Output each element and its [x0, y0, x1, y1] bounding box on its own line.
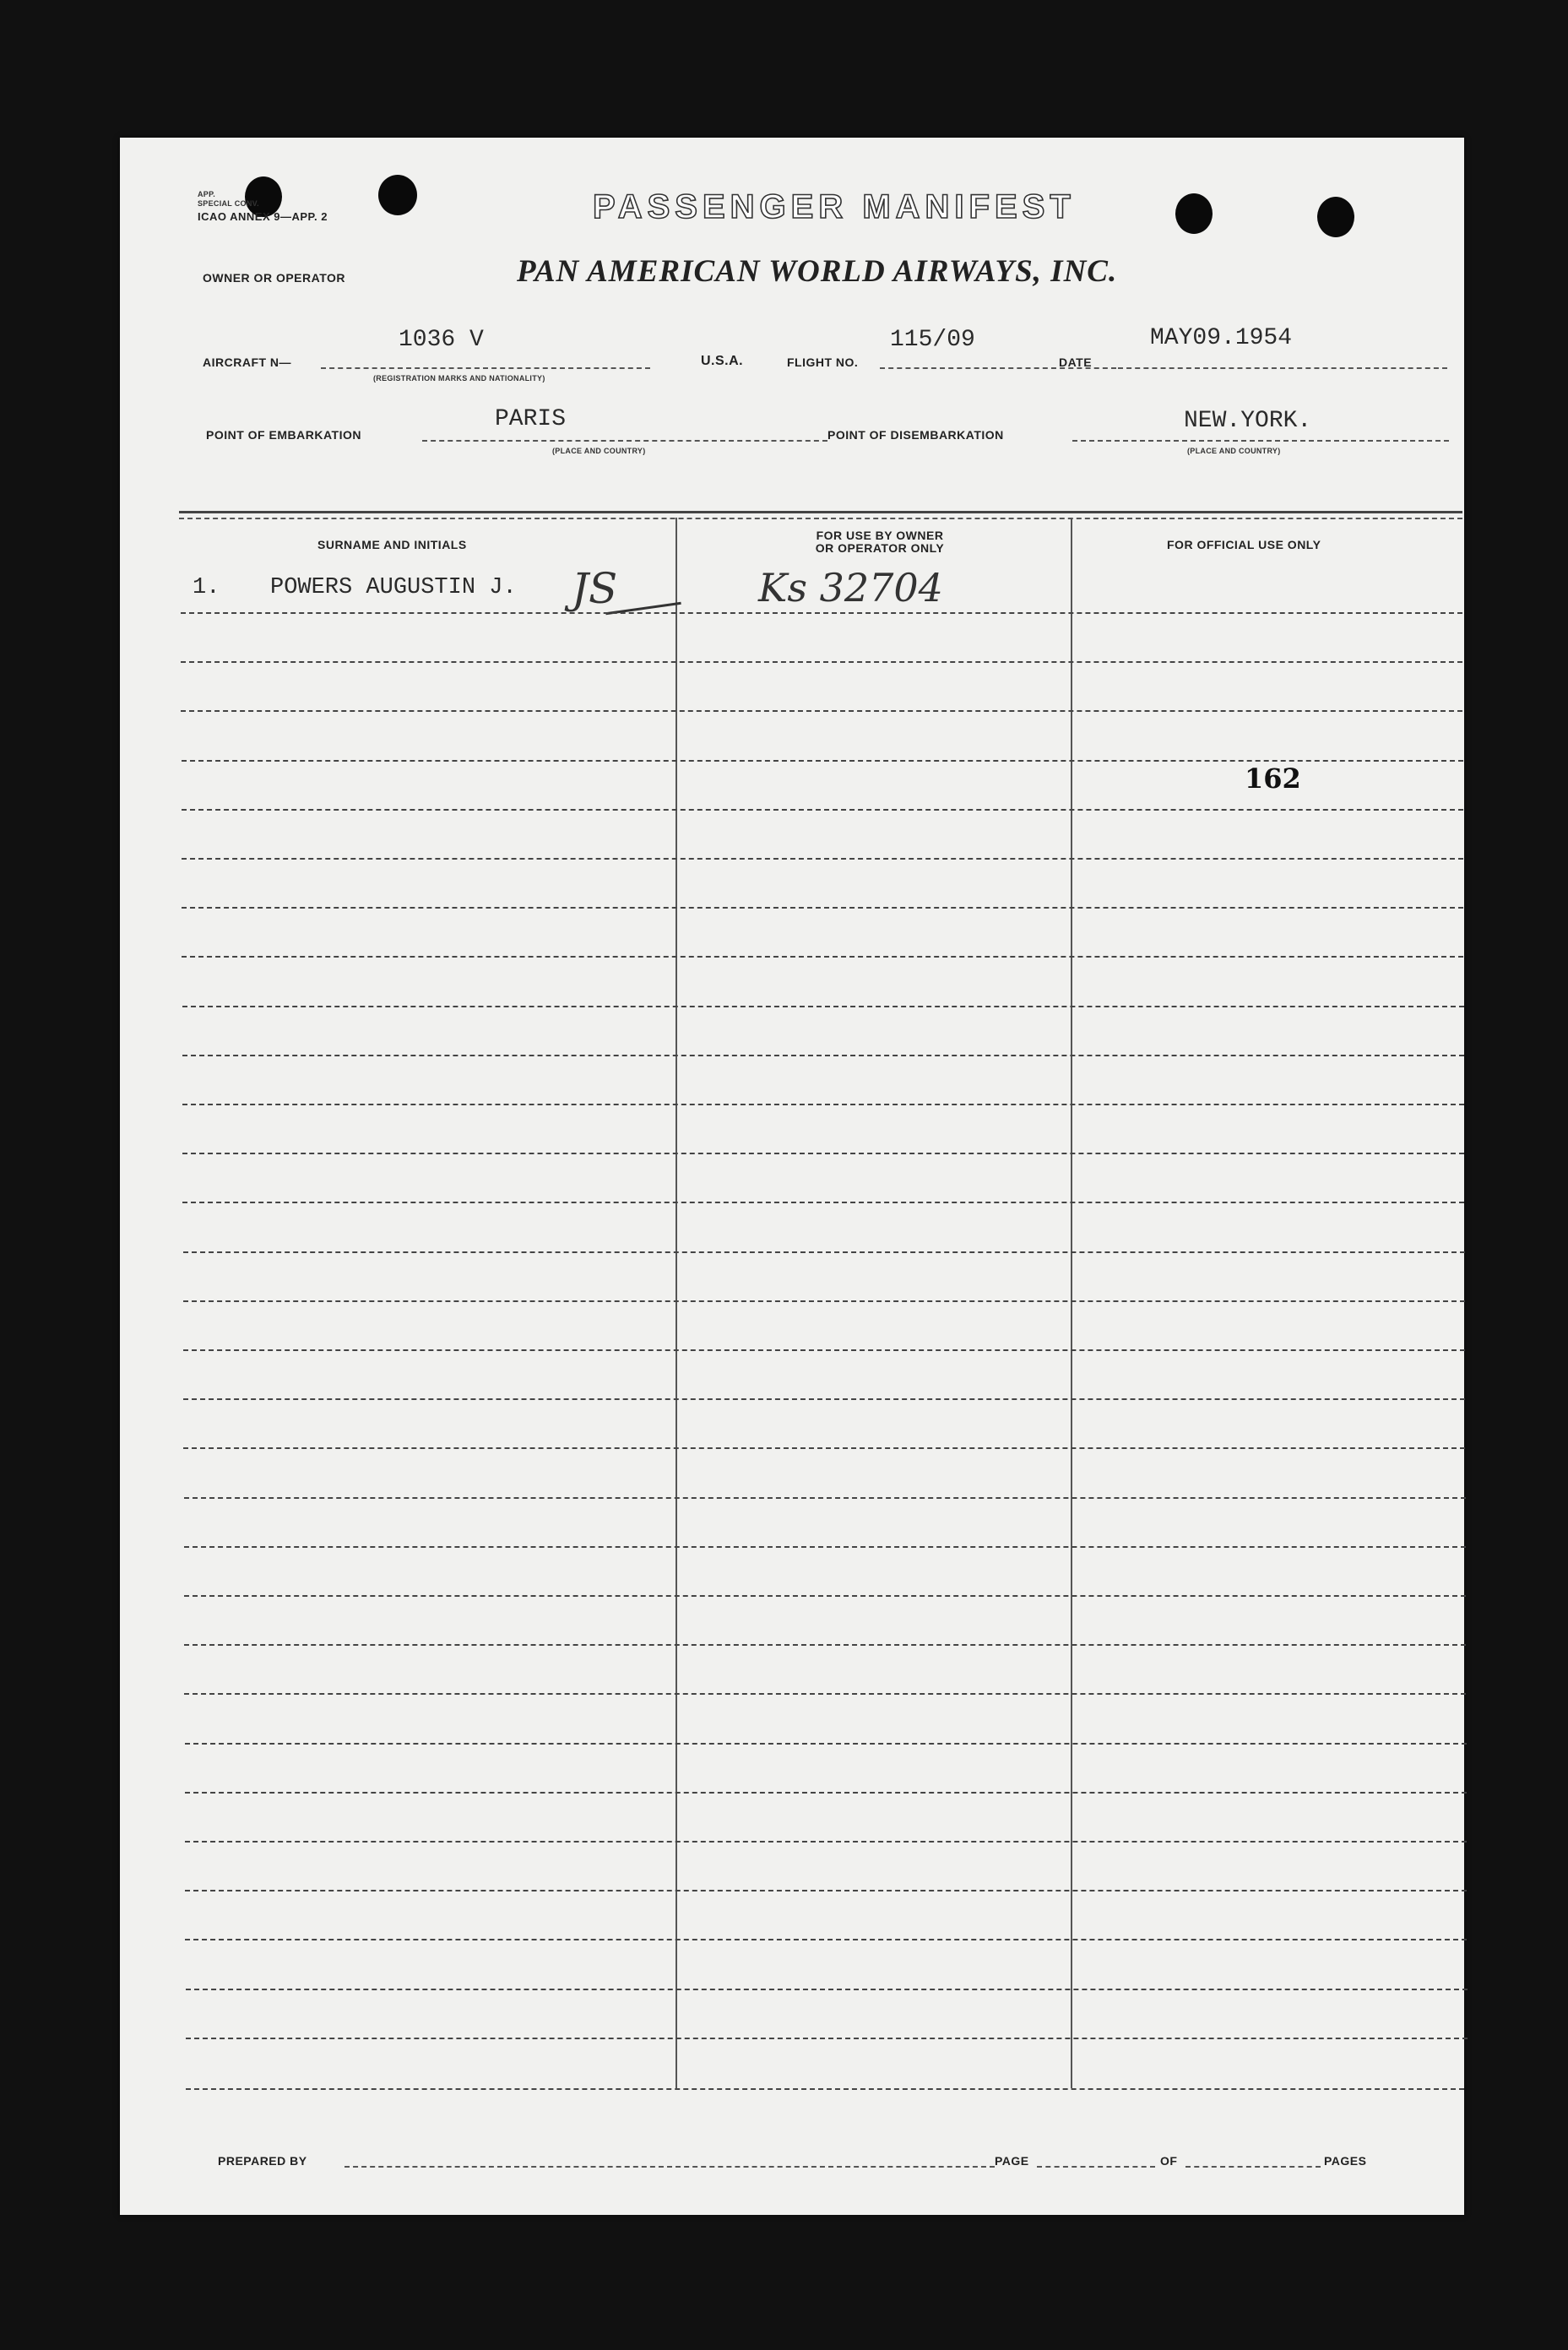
- passenger-name: POWERS AUGUSTIN J.: [270, 575, 517, 600]
- col-header-surname: SURNAME AND INITIALS: [317, 538, 467, 551]
- column-divider: [1071, 518, 1072, 2088]
- table-row-rule: [182, 760, 1463, 762]
- date-label: DATE: [1059, 355, 1093, 369]
- page-label: PAGE: [995, 2154, 1029, 2168]
- page-dotline: [1037, 2166, 1155, 2168]
- disembark-dotline: [1072, 440, 1449, 442]
- of-dotline: [1185, 2166, 1321, 2168]
- embark-label: POINT OF EMBARKATION: [206, 428, 361, 442]
- operator-name: PAN AMERICAN WORLD AIRWAYS, INC.: [517, 254, 1118, 289]
- table-row-rule: [182, 1055, 1464, 1056]
- table-top-rule-2: [179, 518, 1462, 519]
- table-row-rule: [182, 1202, 1464, 1203]
- table-top-rule: [179, 511, 1462, 513]
- official-stamp: 162: [1245, 763, 1301, 795]
- page-title: PASSENGER MANIFEST: [593, 188, 1076, 225]
- aircraft-sublabel: (REGISTRATION MARKS AND NATIONALITY): [373, 374, 545, 383]
- flight-value: 115/09: [890, 327, 975, 353]
- manifest-paper: [120, 138, 1464, 2215]
- table-row-rule: [185, 1841, 1467, 1843]
- table-row-rule: [184, 1497, 1466, 1499]
- table-row-rule: [183, 1349, 1465, 1351]
- table-row-rule: [185, 1743, 1467, 1745]
- table-row-rule: [184, 1693, 1466, 1695]
- table-row-rule: [183, 1251, 1465, 1253]
- table-row-rule: [182, 858, 1463, 860]
- flight-label: FLIGHT NO.: [787, 355, 859, 369]
- handwritten-initials: JS: [572, 564, 618, 613]
- pages-label: PAGES: [1324, 2154, 1367, 2168]
- col-header-owner-line1: FOR USE BY OWNER: [816, 529, 944, 542]
- usa-label: U.S.A.: [701, 354, 744, 368]
- table-row-rule: [184, 1546, 1466, 1548]
- disembark-value: NEW.YORK.: [1184, 408, 1312, 434]
- prepared-dotline: [345, 2166, 995, 2168]
- table-row-rule: [183, 1300, 1465, 1302]
- of-label: OF: [1160, 2154, 1178, 2168]
- table-row-rule: [182, 956, 1463, 958]
- row-number: 1.: [193, 575, 220, 600]
- embark-dotline: [422, 440, 827, 442]
- col-header-official: FOR OFFICIAL USE ONLY: [1167, 538, 1321, 551]
- punch-hole: [378, 175, 417, 215]
- table-row-rule: [181, 710, 1462, 712]
- table-row-rule: [182, 907, 1463, 909]
- table-row-rule: [184, 1644, 1466, 1646]
- table-row-rule: [185, 1792, 1467, 1794]
- date-dotline: [1118, 367, 1447, 369]
- form-ref-line2: SPECIAL CONV.: [198, 199, 259, 208]
- table-row-rule: [186, 2038, 1468, 2039]
- table-row-rule: [186, 1989, 1468, 1990]
- embark-sublabel: (PLACE AND COUNTRY): [552, 447, 646, 455]
- table-row-rule: [181, 661, 1462, 663]
- prepared-label: PREPARED BY: [218, 2154, 307, 2168]
- table-row-rule: [182, 1104, 1464, 1105]
- form-ref-line3: ICAO ANNEX 9—APP. 2: [198, 210, 328, 223]
- table-row-rule: [182, 1153, 1464, 1154]
- col-header-owner: [779, 529, 981, 555]
- punch-hole: [1317, 197, 1354, 237]
- disembark-sublabel: (PLACE AND COUNTRY): [1187, 447, 1281, 455]
- owner-label: OWNER OR OPERATOR: [203, 271, 345, 285]
- disembark-label: POINT OF DISEMBARKATION: [827, 428, 1004, 442]
- punch-hole: [1175, 193, 1213, 234]
- table-row-rule: [181, 612, 1462, 614]
- aircraft-value: 1036 V: [399, 327, 484, 353]
- column-divider: [675, 518, 677, 2088]
- col-header-owner-line2: OR OPERATOR ONLY: [815, 541, 945, 555]
- form-reference: [198, 190, 259, 209]
- table-row-rule: [185, 1890, 1467, 1891]
- table-row-rule: [182, 1006, 1464, 1007]
- table-bottom-rule: [186, 2088, 1464, 2090]
- table-row-rule: [184, 1595, 1466, 1597]
- date-value: MAY09.1954: [1150, 325, 1293, 351]
- table-row-rule: [183, 1398, 1465, 1400]
- embark-value: PARIS: [495, 406, 567, 432]
- aircraft-dotline: [321, 367, 650, 369]
- form-ref-line1: APP.: [198, 190, 216, 198]
- aircraft-label: AIRCRAFT N—: [203, 355, 292, 369]
- table-row-rule: [182, 809, 1463, 811]
- owner-note: Ks 32704: [758, 565, 943, 611]
- table-row-rule: [185, 1939, 1467, 1940]
- table-row-rule: [183, 1447, 1465, 1449]
